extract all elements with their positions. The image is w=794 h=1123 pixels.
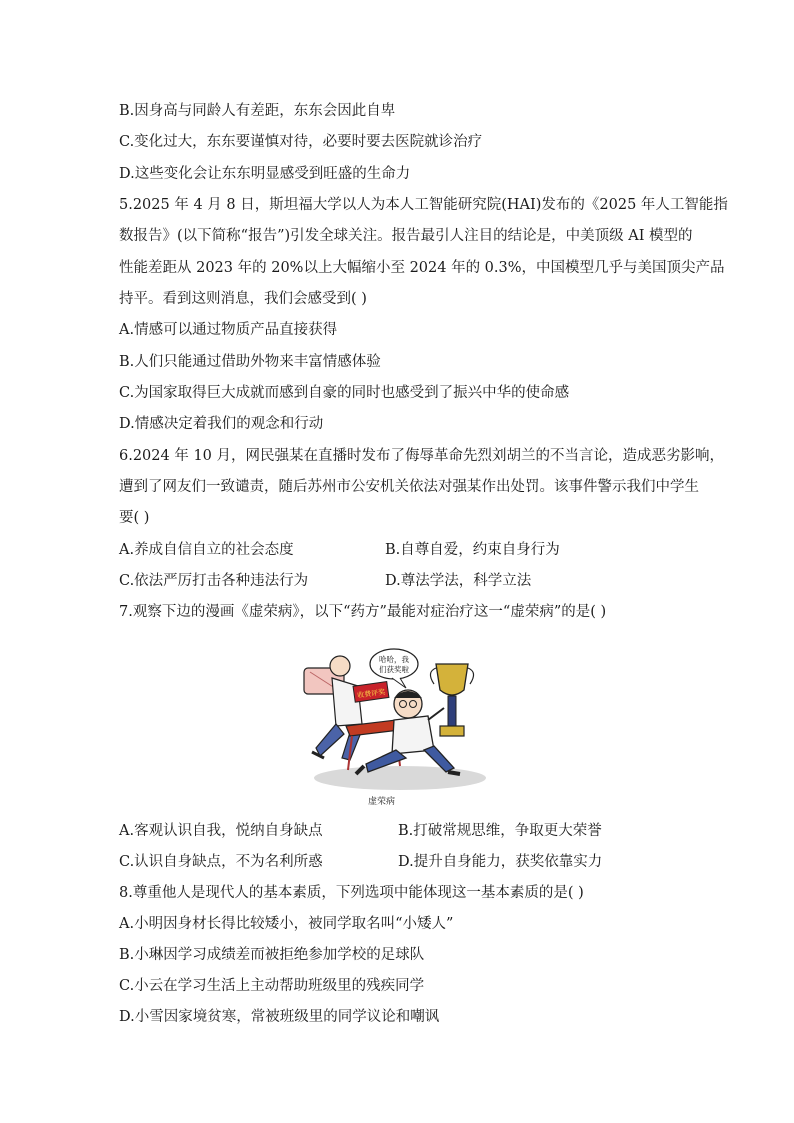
- q5-option-b: B.人们只能通过借助外物来丰富情感体验: [119, 354, 381, 370]
- speech-line-2: 们获奖啦: [379, 665, 409, 674]
- q6-stem-line-1: 6.2024 年 10 月，网民强某在直播时发布了侮辱革命先烈刘胡兰的不当言论，造成恶劣影响，: [119, 448, 725, 464]
- q6-option-d: D.尊法学法，科学立法: [385, 573, 532, 589]
- q7-stem: 7.观察下边的漫画《虚荣病》，以下“药方”最能对症治疗这一“虚荣病”的是( ): [119, 604, 607, 620]
- comic-vanity-illustration: [296, 646, 488, 794]
- comic-caption: 虚荣病: [368, 797, 396, 807]
- q5-stem-line-1: 5.2025 年 4 月 8 日，斯坦福大学以人为本人工智能研究院(HAI)发布的《2025 年人工智能指: [119, 197, 728, 213]
- q6-stem-line-3: 要( ): [119, 510, 150, 526]
- ground-shadow: [314, 766, 486, 790]
- q8-option-c: C.小云在学习生活上主动帮助班级里的残疾同学: [119, 978, 425, 994]
- speech-bubble: [370, 649, 418, 688]
- q6-option-c: C.依法严厉打击各种违法行为: [119, 573, 309, 589]
- q4-option-b: B.因身高与同龄人有差距，东东会因此自卑: [119, 103, 396, 119]
- q8-option-a: A.小明因身材长得比较矮小，被同学取名叫“小矮人”: [119, 916, 454, 932]
- fee-sign: [353, 682, 389, 703]
- q5-stem-line-3: 性能差距从 2023 年的 20%以上大幅缩小至 2024 年的 0.3%，中国模型几乎与美国顶尖产品: [119, 260, 725, 276]
- q5-option-d: D.情感决定着我们的观念和行动: [119, 416, 324, 432]
- q8-option-d: D.小雪因家境贫寒，常被班级里的同学议论和嘲讽: [119, 1009, 440, 1025]
- q5-option-a: A.情感可以通过物质产品直接获得: [119, 322, 338, 338]
- q5-stem-line-2: 数报告》(以下简称“报告”)引发全球关注。报告最引人注目的结论是，中美顶级 AI 模型的: [119, 228, 693, 244]
- q7-option-c: C.认识自身缺点，不为名利所惑: [119, 854, 323, 870]
- q7-option-a: A.客观认识自我，悦纳自身缺点: [119, 823, 323, 839]
- q6-stem-line-2: 遭到了网友们一致谴责，随后苏州市公安机关依法对强某作出处罚。该事件警示我们中学生: [119, 479, 699, 495]
- trophy-icon: [430, 664, 473, 736]
- q5-option-c: C.为国家取得巨大成就而感到自豪的同时也感受到了振兴中华的使命感: [119, 385, 570, 401]
- q6-option-b: B.自尊自爱，约束自身行为: [385, 542, 560, 558]
- q4-option-d: D.这些变化会让东东明显感受到旺盛的生命力: [119, 166, 411, 182]
- q7-option-b: B.打破常规思维，争取更大荣誉: [398, 823, 602, 839]
- q8-stem: 8.尊重他人是现代人的基本素质，下列选项中能体现这一基本素质的是( ): [119, 885, 584, 901]
- speech-line-1: 哈哈，我: [379, 655, 409, 664]
- q7-option-d: D.提升自身能力，获奖依靠实力: [398, 854, 603, 870]
- q4-option-c: C.变化过大，东东要谨慎对待，必要时要去医院就诊治疗: [119, 134, 483, 150]
- q8-option-b: B.小琳因学习成绩差而被拒绝参加学校的足球队: [119, 947, 425, 963]
- q6-option-a: A.养成自信自立的社会态度: [119, 542, 294, 558]
- sitting-man-figure: [304, 656, 362, 760]
- q5-stem-line-4: 持平。看到这则消息，我们会感受到( ): [119, 291, 367, 307]
- sign-text: 收费评奖: [356, 687, 386, 700]
